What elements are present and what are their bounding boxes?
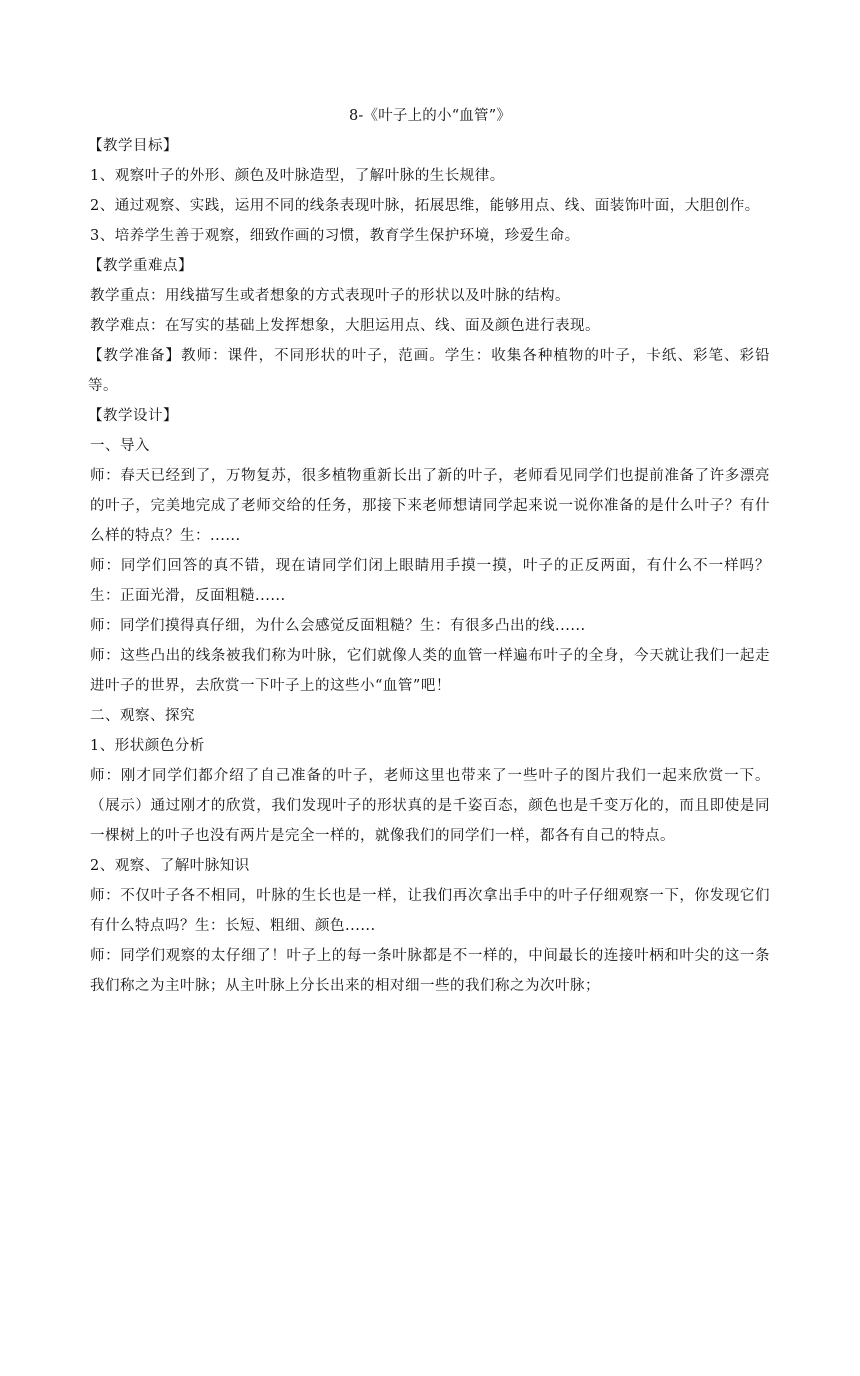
subsection-observe: 二、观察、探究 xyxy=(90,708,195,724)
dialogue-paragraph: 师：刚才同学们都介绍了自己准备的叶子，老师这里也带来了一些叶子的图片我们一起来欣赏一下。（展示）通过刚才的欣赏，我们发现叶子的形状真的是千姿百态，颜色也是千变万化的，而且即使是同一棵树上的叶子也没有两片是完全一样的，就像我们的同学们一样，都各有自己的特点。 xyxy=(90,768,770,844)
dialogue-paragraph: 师：这些凸出的线条被我们称为叶脉，它们就像人类的血管一样遍布叶子的全身，今天就让我们一起走进叶子的世界，去欣赏一下叶子上的这些小“血管”吧！ xyxy=(90,648,770,694)
section-heading-design: 【教学设计】 xyxy=(88,408,178,424)
section-heading-key-points: 【教学重难点】 xyxy=(88,258,193,274)
document-body xyxy=(90,101,770,1001)
dialogue-paragraph: 师：同学们回答的真不错，现在请同学们闭上眼睛用手摸一摸，叶子的正反两面，有什么不一样吗？生：正面光滑，反面粗糙...... xyxy=(90,558,770,604)
section-preparation: 【教学准备】教师：课件，不同形状的叶子，范画。学生：收集各种植物的叶子，卡纸、彩笔、彩铅等。 xyxy=(88,348,770,394)
difficult-point: 教学难点：在写实的基础上发挥想象，大胆运用点、线、面及颜色进行表现。 xyxy=(90,318,600,334)
document-title: 8-《叶子上的小“血管”》 xyxy=(348,108,512,124)
dialogue-paragraph: 师：春天已经到了，万物复苏，很多植物重新长出了新的叶子，老师看见同学们也提前准备了许多漂亮的叶子，完美地完成了老师交给的任务，那接下来老师想请同学起来说一说你准备的是什么叶子？有什么样的特点？生：...... xyxy=(90,468,770,544)
dialogue-paragraph: 师：不仅叶子各不相同，叶脉的生长也是一样，让我们再次拿出手中的叶子仔细观察一下，你发现它们有什么特点吗？生：长短、粗细、颜色...... xyxy=(90,888,770,934)
objective-1: 1、观察叶子的外形、颜色及叶脉造型，了解叶脉的生长规律。 xyxy=(90,168,505,184)
key-point: 教学重点：用线描写生或者想象的方式表现叶子的形状以及叶脉的结构。 xyxy=(90,288,570,304)
dialogue-paragraph: 师：同学们摸得真仔细，为什么会感觉反面粗糙？生：有很多凸出的线...... xyxy=(90,618,586,634)
subsection-vein-knowledge: 2、观察、了解叶脉知识 xyxy=(90,858,250,874)
subsection-intro: 一、导入 xyxy=(90,438,150,454)
subsection-shape-color: 1、形状颜色分析 xyxy=(90,738,205,754)
objective-2: 2、通过观察、实践，运用不同的线条表现叶脉，拓展思维，能够用点、线、面装饰叶面，大胆创作。 xyxy=(90,198,760,214)
objective-3: 3、培养学生善于观察，细致作画的习惯，教育学生保护环境，珍爱生命。 xyxy=(90,228,580,244)
section-heading-objectives: 【教学目标】 xyxy=(88,138,178,154)
dialogue-paragraph: 师：同学们观察的太仔细了！叶子上的每一条叶脉都是不一样的，中间最长的连接叶柄和叶尖的这一条我们称之为主叶脉；从主叶脉上分长出来的相对细一些的我们称之为次叶脉； xyxy=(90,948,770,994)
